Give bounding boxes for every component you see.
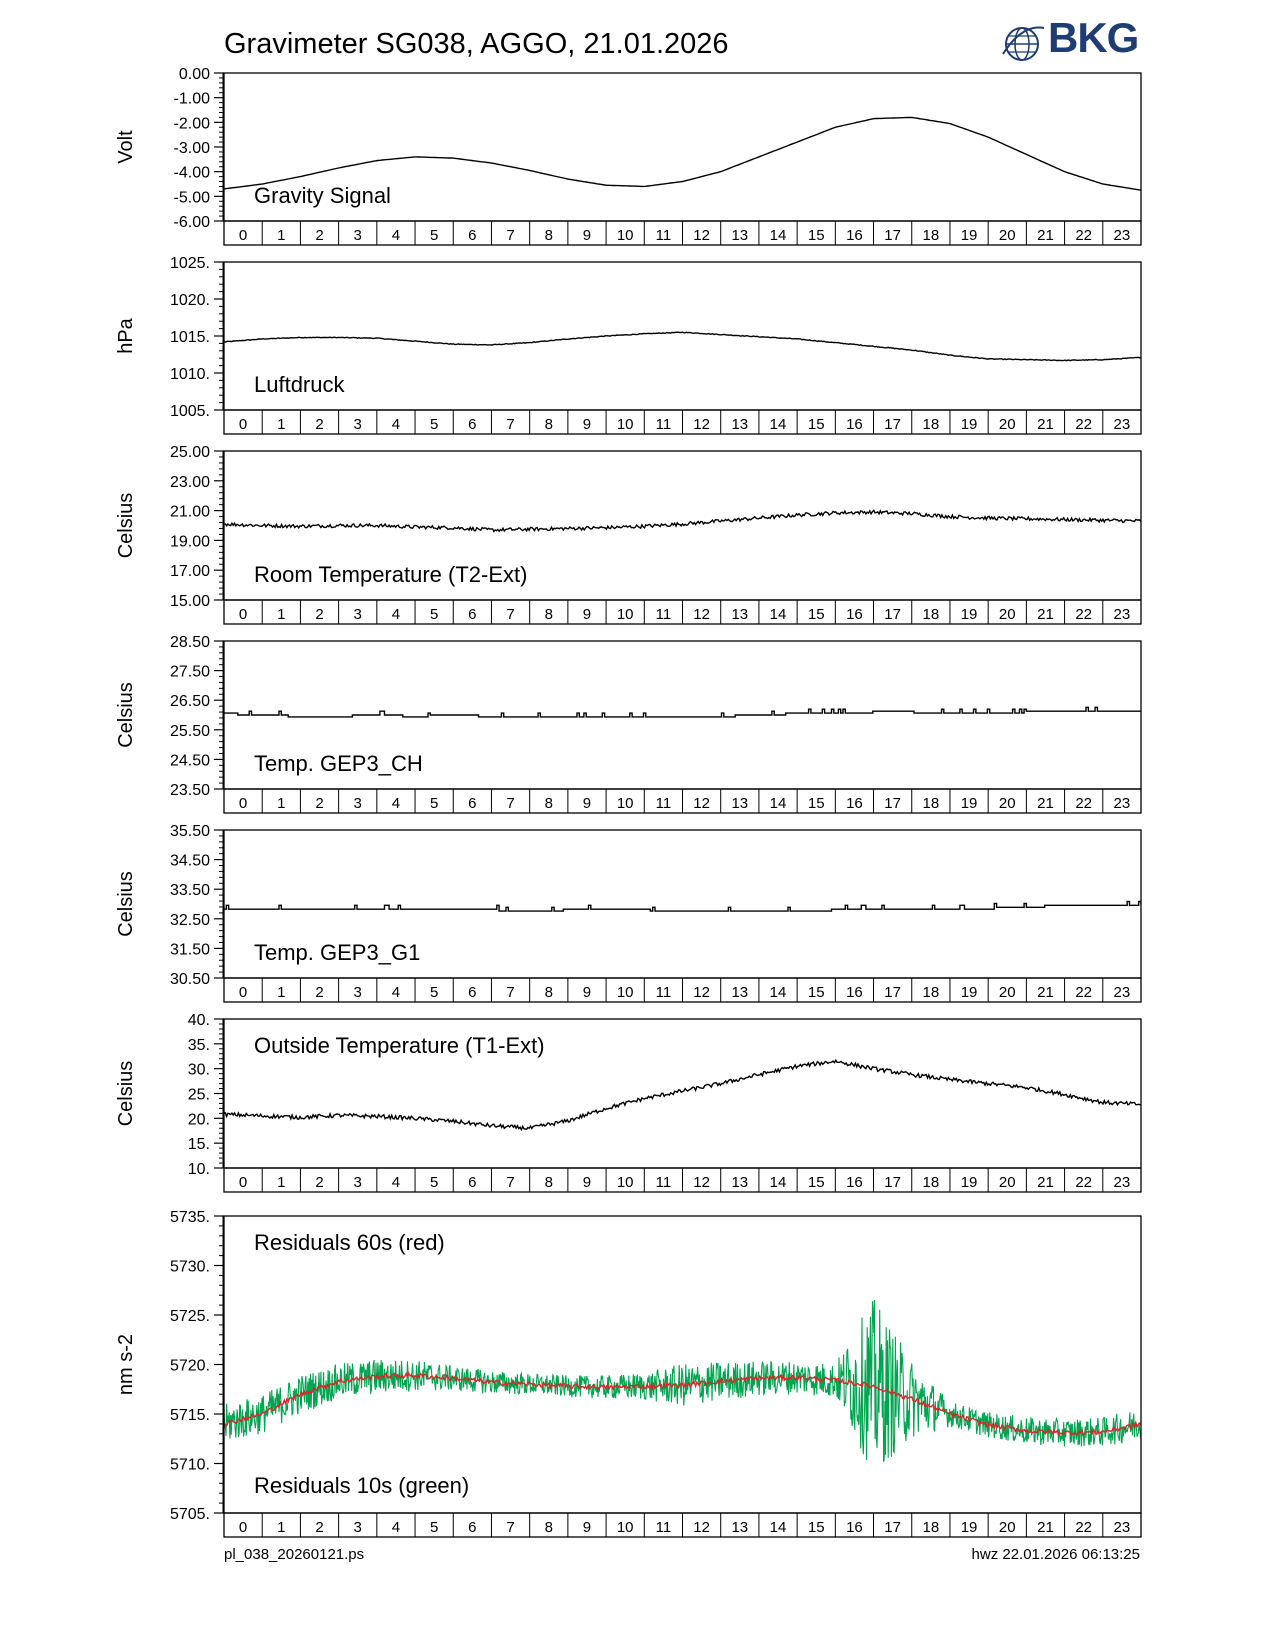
y-tick-label: 5710. [169, 1456, 210, 1474]
x-tick-label: 22 [1075, 227, 1093, 244]
y-tick-label: 5705. [169, 1506, 210, 1523]
y-tick-label: 35. [187, 1036, 210, 1054]
x-tick-label: 18 [922, 1519, 940, 1536]
y-axis-label: hPa [115, 318, 137, 354]
x-tick-label: 13 [731, 606, 749, 623]
x-tick-label: 22 [1075, 795, 1093, 812]
x-tick-label: 3 [353, 227, 362, 244]
x-tick-label: 15 [807, 227, 825, 244]
series-line-0 [224, 332, 1141, 361]
x-tick-label: 16 [846, 227, 863, 244]
x-tick-label: 10 [616, 227, 634, 244]
panel-label: Residuals 60s (red) [254, 1230, 445, 1255]
footer-filename: pl_038_20260121.ps [224, 1546, 365, 1563]
x-tick-label: 19 [960, 795, 978, 812]
x-tick-label: 5 [429, 416, 439, 433]
panel-label: Gravity Signal [254, 183, 391, 208]
x-tick-label: 5 [429, 1519, 439, 1536]
y-tick-label: -2.00 [173, 115, 210, 133]
x-tick-label: 8 [544, 795, 553, 812]
x-tick-label: 21 [1037, 1174, 1054, 1191]
x-tick-label: 20 [998, 984, 1016, 1001]
plot-frame [224, 1216, 1141, 1513]
panel-label: Temp. GEP3_G1 [254, 940, 421, 965]
x-tick-label: 14 [769, 984, 787, 1001]
x-tick-label: 3 [353, 1174, 362, 1191]
y-tick-label: 1020. [169, 292, 210, 309]
x-tick-label: 11 [655, 606, 672, 623]
y-axis-label: Celsius [115, 871, 137, 937]
x-tick-label: 0 [238, 416, 248, 433]
x-tick-label: 7 [506, 984, 515, 1001]
x-tick-label: 4 [391, 416, 401, 433]
x-tick-label: 9 [582, 795, 592, 812]
x-tick-label: 5 [429, 606, 439, 623]
x-tick-label: 23 [1113, 416, 1131, 433]
x-tick-label: 17 [884, 416, 901, 433]
series-line-0 [224, 1060, 1141, 1130]
y-tick-label: 21.00 [169, 503, 210, 521]
x-tick-label: 15 [807, 795, 825, 812]
x-tick-label: 23 [1113, 1519, 1131, 1536]
y-tick-label: 1025. [169, 255, 210, 272]
y-tick-label: 17.00 [169, 563, 210, 581]
y-tick-label: 32.50 [169, 911, 210, 929]
x-tick-label: 12 [693, 606, 710, 623]
x-tick-label: 13 [731, 984, 749, 1001]
x-tick-label: 6 [468, 606, 477, 623]
x-tick-label: 5 [429, 984, 439, 1001]
y-tick-label: 40. [187, 1012, 210, 1029]
x-tick-label: 17 [884, 1519, 901, 1536]
x-tick-label: 20 [998, 606, 1016, 623]
y-tick-label: 23.50 [169, 782, 210, 799]
x-tick-label: 17 [884, 795, 901, 812]
x-tick-label: 6 [468, 795, 477, 812]
x-tick-label: 3 [353, 984, 362, 1001]
x-tick-label: 21 [1037, 984, 1054, 1001]
x-tick-label: 18 [922, 795, 940, 812]
x-tick-label: 4 [391, 1519, 401, 1536]
y-tick-label: 24.50 [169, 752, 210, 770]
x-tick-label: 13 [731, 1519, 749, 1536]
logo-text: BKG [1048, 14, 1139, 61]
x-tick-label: 20 [998, 227, 1016, 244]
x-tick-label: 12 [693, 984, 710, 1001]
x-tick-label: 0 [238, 1519, 248, 1536]
y-tick-label: 26.50 [169, 693, 210, 711]
x-tick-label: 6 [468, 416, 477, 433]
x-tick-label: 21 [1037, 227, 1054, 244]
x-tick-label: 16 [846, 984, 863, 1001]
x-tick-label: 21 [1037, 416, 1054, 433]
x-tick-label: 20 [998, 416, 1016, 433]
x-tick-label: 7 [506, 227, 515, 244]
x-tick-label: 15 [807, 416, 825, 433]
x-tick-label: 11 [655, 984, 672, 1001]
y-tick-label: 5715. [169, 1407, 210, 1424]
x-tick-label: 13 [731, 416, 749, 433]
x-tick-label: 9 [582, 227, 592, 244]
x-tick-label: 22 [1075, 606, 1093, 623]
x-tick-label: 4 [391, 227, 401, 244]
x-tick-label: 9 [582, 416, 592, 433]
y-axis-label: Celsius [115, 1060, 137, 1127]
x-tick-label: 7 [506, 1174, 515, 1191]
x-tick-label: 18 [922, 416, 940, 433]
x-tick-label: 12 [693, 227, 710, 244]
x-tick-label: 9 [582, 606, 592, 623]
y-tick-label: 5735. [169, 1209, 210, 1226]
x-tick-label: 22 [1075, 1174, 1093, 1191]
x-tick-label: 2 [315, 606, 324, 623]
x-tick-label: 2 [315, 1174, 324, 1191]
panel-6 [115, 1209, 1141, 1537]
y-tick-label: 30. [187, 1061, 210, 1079]
panel-4 [115, 823, 1141, 1002]
x-tick-label: 14 [769, 795, 787, 812]
x-tick-label: 19 [960, 227, 978, 244]
x-tick-label: 12 [693, 1519, 710, 1536]
footer-timestamp: hwz 22.01.2026 06:13:25 [971, 1546, 1140, 1563]
panel-label: Temp. GEP3_CH [254, 751, 423, 776]
y-tick-label: 15. [187, 1136, 210, 1154]
x-tick-label: 4 [391, 1174, 401, 1191]
y-tick-label: 25.50 [169, 722, 210, 740]
x-tick-label: 1 [277, 227, 286, 244]
x-tick-label: 16 [846, 416, 863, 433]
x-tick-label: 1 [277, 1174, 286, 1191]
x-tick-label: 1 [277, 795, 286, 812]
x-tick-label: 5 [429, 1174, 439, 1191]
x-tick-label: 13 [731, 1174, 749, 1191]
y-tick-label: 10. [187, 1161, 210, 1178]
x-tick-label: 19 [960, 416, 978, 433]
x-tick-label: 16 [846, 795, 863, 812]
x-tick-label: 6 [468, 1174, 477, 1191]
x-tick-label: 15 [807, 984, 825, 1001]
x-tick-label: 23 [1113, 1174, 1131, 1191]
x-tick-label: 14 [769, 606, 787, 623]
x-tick-label: 4 [391, 984, 401, 1001]
y-tick-label: 25.00 [169, 444, 210, 461]
x-tick-label: 4 [391, 795, 401, 812]
x-tick-label: 23 [1113, 606, 1131, 623]
x-tick-label: 11 [655, 795, 672, 812]
x-tick-label: 10 [616, 1174, 634, 1191]
x-tick-label: 7 [506, 606, 515, 623]
series-line-0 [224, 707, 1141, 717]
x-tick-label: 23 [1113, 795, 1131, 812]
y-tick-label: 35.50 [169, 823, 210, 840]
x-tick-label: 3 [353, 795, 362, 812]
x-tick-label: 10 [616, 795, 634, 812]
x-tick-label: 8 [544, 227, 553, 244]
x-tick-label: 10 [616, 606, 634, 623]
y-tick-label: 1005. [169, 403, 210, 420]
x-tick-label: 2 [315, 227, 324, 244]
x-tick-label: 10 [616, 1519, 634, 1536]
x-tick-label: 19 [960, 984, 978, 1001]
x-tick-label: 16 [846, 1174, 863, 1191]
x-tick-label: 21 [1037, 606, 1054, 623]
x-tick-label: 19 [960, 606, 978, 623]
series-line-0 [224, 902, 1141, 912]
y-tick-label: -1.00 [173, 90, 210, 108]
x-tick-label: 15 [807, 606, 825, 623]
series-line-0 [224, 117, 1141, 190]
x-tick-label: 12 [693, 795, 710, 812]
x-tick-label: 19 [960, 1519, 978, 1536]
x-tick-label: 18 [922, 1174, 940, 1191]
x-tick-label: 16 [846, 606, 863, 623]
x-tick-label: 16 [846, 1519, 863, 1536]
x-tick-label: 3 [353, 416, 362, 433]
x-tick-label: 18 [922, 984, 940, 1001]
y-tick-label: 0.00 [178, 66, 210, 83]
x-tick-label: 22 [1075, 416, 1093, 433]
x-tick-label: 14 [769, 227, 787, 244]
x-tick-label: 19 [960, 1174, 978, 1191]
x-tick-label: 1 [277, 416, 286, 433]
plot-frame [224, 262, 1141, 410]
y-tick-label: 33.50 [169, 882, 210, 900]
panel-label-secondary: Residuals 10s (green) [254, 1473, 470, 1498]
y-tick-label: 27.50 [169, 663, 210, 681]
x-tick-label: 21 [1037, 1519, 1054, 1536]
x-tick-label: 2 [315, 416, 324, 433]
y-tick-label: 15.00 [169, 593, 210, 610]
x-tick-label: 20 [998, 1519, 1016, 1536]
x-tick-label: 15 [807, 1174, 825, 1191]
x-tick-label: 1 [277, 984, 286, 1001]
y-axis-label: nm s-2 [115, 1333, 137, 1396]
y-tick-label: 1015. [169, 329, 210, 346]
x-tick-label: 10 [616, 416, 634, 433]
y-tick-label: 20. [187, 1111, 210, 1129]
x-tick-label: 13 [731, 795, 749, 812]
series-line-0 [224, 510, 1141, 531]
x-tick-label: 21 [1037, 795, 1054, 812]
x-tick-label: 8 [544, 416, 553, 433]
page-title: Gravimeter SG038, AGGO, 21.01.2026 [224, 28, 729, 60]
panel-2 [115, 444, 1141, 624]
x-tick-label: 1 [277, 606, 286, 623]
x-tick-label: 12 [693, 1174, 710, 1191]
y-tick-label: 28.50 [169, 634, 210, 651]
x-tick-label: 17 [884, 1174, 901, 1191]
x-tick-label: 11 [655, 227, 672, 244]
x-tick-label: 5 [429, 795, 439, 812]
x-tick-label: 15 [807, 1519, 825, 1536]
x-tick-label: 7 [506, 1519, 515, 1536]
y-axis-label: Celsius [115, 682, 137, 748]
x-tick-label: 20 [998, 1174, 1016, 1191]
x-tick-label: 13 [731, 227, 749, 244]
panel-0 [115, 66, 1141, 245]
y-tick-label: 5725. [169, 1308, 210, 1325]
y-tick-label: -5.00 [173, 189, 210, 207]
y-tick-label: 5720. [169, 1357, 210, 1375]
y-tick-label: 34.50 [169, 852, 210, 870]
series-line-0 [224, 1300, 1141, 1462]
x-tick-label: 9 [582, 984, 592, 1001]
x-tick-label: 0 [238, 984, 248, 1001]
x-tick-label: 8 [544, 1519, 553, 1536]
x-tick-label: 14 [769, 1174, 787, 1191]
y-tick-label: -3.00 [173, 140, 210, 157]
y-tick-label: -4.00 [173, 164, 210, 182]
x-tick-label: 18 [922, 606, 940, 623]
x-tick-label: 23 [1113, 227, 1131, 244]
x-tick-label: 23 [1113, 984, 1131, 1001]
y-tick-label: 30.50 [169, 971, 210, 988]
panel-label: Luftdruck [254, 372, 345, 397]
x-tick-label: 2 [315, 984, 324, 1001]
y-tick-label: 5730. [169, 1258, 210, 1276]
x-tick-label: 6 [468, 227, 477, 244]
x-tick-label: 9 [582, 1174, 592, 1191]
y-tick-label: 23.00 [169, 473, 210, 491]
x-tick-label: 12 [693, 416, 710, 433]
panel-1 [115, 255, 1141, 434]
x-tick-label: 14 [769, 416, 787, 433]
x-tick-label: 4 [391, 606, 401, 623]
y-tick-label: 31.50 [169, 941, 210, 959]
x-tick-label: 1 [277, 1519, 286, 1536]
x-tick-label: 11 [655, 1519, 672, 1536]
x-tick-label: 9 [582, 1519, 592, 1536]
panel-label: Outside Temperature (T1-Ext) [254, 1033, 545, 1058]
x-tick-label: 2 [315, 795, 324, 812]
x-tick-label: 22 [1075, 1519, 1093, 1536]
x-tick-label: 10 [616, 984, 634, 1001]
x-tick-label: 22 [1075, 984, 1093, 1001]
y-axis-label: Celsius [115, 492, 137, 559]
x-tick-label: 0 [238, 227, 248, 244]
y-axis-label: Volt [115, 130, 137, 164]
x-tick-label: 3 [353, 606, 362, 623]
x-tick-label: 5 [429, 227, 439, 244]
x-tick-label: 0 [238, 1174, 248, 1191]
y-tick-label: 25. [187, 1086, 210, 1104]
x-tick-label: 18 [922, 227, 940, 244]
x-tick-label: 11 [655, 416, 672, 433]
x-tick-label: 0 [238, 606, 248, 623]
x-tick-label: 7 [506, 416, 515, 433]
x-tick-label: 20 [998, 795, 1016, 812]
x-tick-label: 17 [884, 606, 901, 623]
x-tick-label: 6 [468, 1519, 477, 1536]
x-tick-label: 17 [884, 227, 901, 244]
panel-3 [115, 634, 1141, 813]
x-tick-label: 8 [544, 1174, 553, 1191]
x-tick-label: 6 [468, 984, 477, 1001]
x-tick-label: 2 [315, 1519, 324, 1536]
y-tick-label: -6.00 [173, 214, 210, 231]
x-tick-label: 8 [544, 606, 553, 623]
x-tick-label: 11 [655, 1174, 672, 1191]
x-tick-label: 7 [506, 795, 515, 812]
y-tick-label: 1010. [169, 366, 210, 383]
panel-5 [115, 1012, 1141, 1192]
x-tick-label: 3 [353, 1519, 362, 1536]
x-tick-label: 17 [884, 984, 901, 1001]
x-tick-label: 0 [238, 795, 248, 812]
panel-label: Room Temperature (T2-Ext) [254, 562, 528, 587]
x-tick-label: 8 [544, 984, 553, 1001]
y-tick-label: 19.00 [169, 533, 210, 551]
x-tick-label: 14 [769, 1519, 787, 1536]
